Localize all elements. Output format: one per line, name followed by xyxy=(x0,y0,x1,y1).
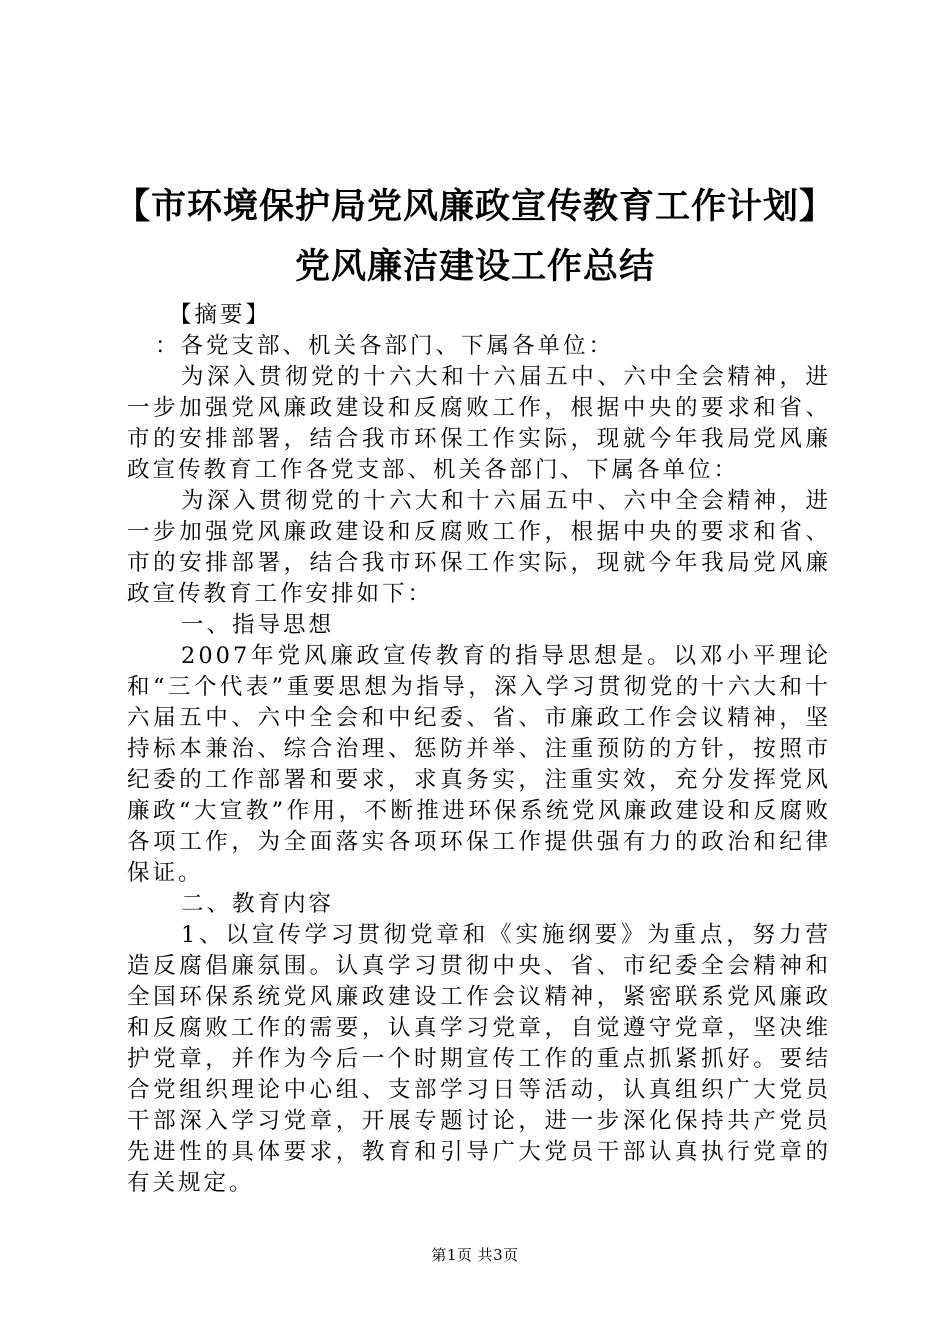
document-body xyxy=(127,300,831,1199)
document-title-line2: 党风廉洁建设工作总结 xyxy=(294,247,655,287)
body-paragraph: 1、以宣传学习贯彻党章和《实施纲要》为重点，努力营造反腐倡廉氛围。认真学习贯彻中央、省、市纪委全会精神和全国环保系统党风廉政建设工作会议精神，紧密联系党风廉政和反腐败工作的需要，认真学习党章，自觉遵守党章，坚决维护党章，并作为今后一个时期宣传工作的重点抓紧抓好。要结合党组织理论中心组、支部学习日等活动，认真组织广大党员干部深入学习党章，开展专题讨论，进一步深化保持共产党员先进性的具体要求，教育和引导广大党员干部认真执行党章的有关规定。 xyxy=(127,922,831,1196)
document-title-line1: 【市环境保护局党风廉政宣传教育工作计划】 xyxy=(114,187,835,227)
page-number-footer: 第1页 共3页 xyxy=(431,1246,519,1264)
salutation: ：各党支部、机关各部门、下属各单位： xyxy=(155,333,615,359)
section-heading: 一、指导思想 xyxy=(181,612,335,638)
body-paragraph: 为深入贯彻党的十六大和十六届五中、六中全会精神，进一步加强党风廉政建设和反腐败工作，根据中央的要求和省、市的安排部署，结合我市环保工作实际，现就今年我局党风廉政宣传教育工作安排如下： xyxy=(127,488,831,607)
body-paragraph: 为深入贯彻党的十六大和十六届五中、六中全会精神，进一步加强党风廉政建设和反腐败工作，根据中央的要求和省、市的安排部署，结合我市环保工作实际，现就今年我局党风廉政宣传教育工作各党支部、机关各部门、下属各单位： xyxy=(127,364,831,483)
body-paragraph: 2007年党风廉政宣传教育的指导思想是。以邓小平理论和“三个代表”重要思想为指导，深入学习贯彻党的十六大和十六届五中、六中全会和中纪委、省、市廉政工作会议精神，坚持标本兼治、综合治理、惩防并举、注重预防的方针，按照市纪委的工作部署和要求，求真务实，注重实效，充分发挥党风廉政“大宣教”作用，不断推进环保系统党风廉政建设和反腐败各项工作，为全面落实各项环保工作提供强有力的政治和纪律保证。 xyxy=(127,643,831,886)
abstract-heading: 【摘要】 xyxy=(169,302,272,328)
section-heading: 二、教育内容 xyxy=(181,891,335,917)
